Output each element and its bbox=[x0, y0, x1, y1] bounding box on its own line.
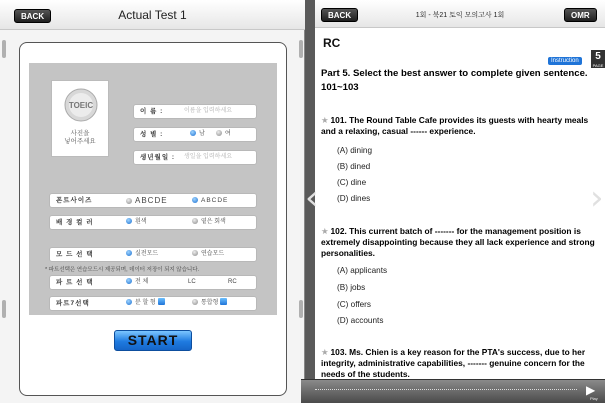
name-label: 이 름 : bbox=[140, 108, 164, 115]
radio-selected-icon bbox=[190, 130, 196, 136]
back-button[interactable]: BACK bbox=[321, 8, 358, 22]
edge-handle bbox=[2, 300, 6, 318]
page-tab[interactable]: 5 PAGE bbox=[592, 51, 604, 68]
answer-option[interactable]: (A) dining bbox=[337, 146, 373, 155]
audio-progress-slider[interactable] bbox=[315, 389, 577, 392]
edge-handle bbox=[299, 40, 303, 58]
answer-option[interactable]: (D) dines bbox=[337, 194, 371, 203]
font-size-option-small[interactable]: ABCDE bbox=[192, 194, 228, 207]
left-header bbox=[0, 0, 305, 30]
part7-option-integrated[interactable]: 통합형 bbox=[192, 297, 227, 310]
prev-page-arrow-icon[interactable]: ‹ bbox=[305, 178, 319, 218]
radio-icon bbox=[192, 250, 198, 256]
toeic-badge-text: TOEIC bbox=[68, 101, 94, 110]
gender-field bbox=[133, 127, 257, 142]
part-row bbox=[49, 275, 257, 290]
mode-option-practice[interactable]: 연습모드 bbox=[192, 248, 224, 261]
question-text: 102. This current batch of ------- for the management position is extremely disappointing because they all lack experience and strong personalities. bbox=[321, 226, 595, 258]
part-label: 파 트 선 택 bbox=[56, 279, 94, 286]
photo-caption bbox=[52, 130, 108, 146]
answer-option[interactable]: (C) offers bbox=[337, 300, 371, 309]
name-field[interactable] bbox=[133, 104, 257, 119]
question-text: 103. Ms. Chien is a key reason for the PTA's success, due to her integrity, administrative capabilities, ------- genuine concern for the needs of the students. bbox=[321, 347, 586, 379]
test-title: 1회 - 북21 토익 모의고사 1회 bbox=[415, 12, 505, 19]
toeic-logo-icon bbox=[63, 87, 99, 123]
birthdate-label: 생년월일 : bbox=[140, 154, 176, 161]
start-button[interactable]: START bbox=[114, 330, 192, 351]
birthdate-field[interactable] bbox=[133, 150, 257, 165]
question-101 bbox=[321, 115, 599, 137]
settings-panel bbox=[29, 63, 277, 315]
edge-handle bbox=[299, 300, 303, 318]
mode-row bbox=[49, 247, 257, 262]
part-option-all[interactable]: 전 체 bbox=[126, 276, 148, 289]
font-size-row bbox=[49, 193, 257, 208]
question-range: 101~103 bbox=[321, 82, 359, 93]
next-page-arrow-icon[interactable]: › bbox=[590, 178, 604, 218]
split-layout-icon bbox=[158, 298, 165, 305]
back-button[interactable]: BACK bbox=[14, 9, 51, 23]
part7-option-split[interactable]: 분 할 형 bbox=[126, 297, 165, 310]
play-caption: Play bbox=[590, 396, 598, 401]
font-size-option-large[interactable]: ABCDE bbox=[126, 194, 168, 207]
gender-option-female[interactable]: 여 bbox=[216, 128, 231, 141]
radio-selected-icon bbox=[192, 197, 198, 203]
photo-slot[interactable] bbox=[51, 80, 109, 157]
answer-option[interactable]: (B) dined bbox=[337, 162, 371, 171]
section-title: RC bbox=[323, 36, 341, 50]
photo-caption-line1: 사진을 bbox=[70, 130, 90, 137]
radio-icon bbox=[192, 218, 198, 224]
profile-card bbox=[19, 42, 287, 396]
font-size-label: 폰트사이즈 bbox=[56, 197, 93, 204]
bookmark-star-icon[interactable]: ★ bbox=[321, 226, 329, 236]
photo-caption-line2: 넣어주세요 bbox=[64, 138, 96, 145]
bookmark-star-icon[interactable]: ★ bbox=[321, 115, 329, 125]
radio-selected-icon bbox=[126, 218, 132, 224]
radio-selected-icon bbox=[126, 278, 132, 284]
background-color-row bbox=[49, 215, 257, 230]
birthdate-placeholder: 생일을 입력하세요 bbox=[184, 154, 233, 160]
gender-label: 성 별 : bbox=[140, 131, 164, 138]
part-option-lc[interactable]: LC bbox=[188, 279, 196, 285]
right-header bbox=[315, 0, 605, 28]
radio-selected-icon bbox=[126, 250, 132, 256]
part-heading bbox=[321, 68, 597, 94]
answer-option[interactable]: (D) accounts bbox=[337, 316, 384, 325]
part7-label: 파트7선택 bbox=[56, 300, 90, 307]
question-102 bbox=[321, 226, 599, 259]
mode-label: 모 드 선 택 bbox=[56, 251, 94, 258]
play-icon[interactable]: ▶ bbox=[586, 383, 596, 397]
radio-icon bbox=[192, 299, 198, 305]
omr-button[interactable]: OMR bbox=[564, 8, 597, 22]
audio-player-bar bbox=[301, 379, 605, 403]
answer-option[interactable]: (A) applicants bbox=[337, 266, 388, 275]
integrated-layout-icon bbox=[220, 298, 227, 305]
page-title: Actual Test 1 bbox=[118, 8, 187, 22]
answer-option[interactable]: (C) dine bbox=[337, 178, 367, 187]
question-content bbox=[323, 36, 597, 50]
name-placeholder: 이름을 입력하세요 bbox=[184, 108, 233, 114]
edge-handle bbox=[2, 40, 6, 58]
gender-option-male[interactable]: 남 bbox=[190, 128, 205, 141]
mode-option-real[interactable]: 실전모드 bbox=[126, 248, 158, 261]
part-heading-text: Part 5. Select the best answer to complete given sentence. bbox=[321, 68, 588, 79]
part-option-rc[interactable]: RC bbox=[228, 279, 237, 285]
radio-selected-icon bbox=[126, 299, 132, 305]
question-text: 101. The Round Table Cafe provides its guests with hearty meals and a relaxing, casual ------ experience. bbox=[321, 115, 589, 136]
instruction-button[interactable]: Instruction bbox=[548, 57, 582, 65]
part7-row bbox=[49, 296, 257, 311]
answer-option[interactable]: (B) jobs bbox=[337, 283, 366, 292]
question-pane bbox=[315, 0, 605, 403]
bookmark-star-icon[interactable]: ★ bbox=[321, 347, 329, 357]
radio-icon bbox=[216, 130, 222, 136]
bg-option-light-gray[interactable]: 옅은 회색 bbox=[192, 216, 226, 229]
background-color-label: 배 경 컬 러 bbox=[56, 219, 94, 226]
bg-option-white[interactable]: 흰색 bbox=[126, 216, 147, 229]
question-103 bbox=[321, 347, 599, 380]
radio-icon bbox=[126, 198, 132, 204]
mode-note: * 파트선택은 연습모드시 제공되며, 데이터 저장이 되지 않습니다. bbox=[45, 267, 200, 273]
